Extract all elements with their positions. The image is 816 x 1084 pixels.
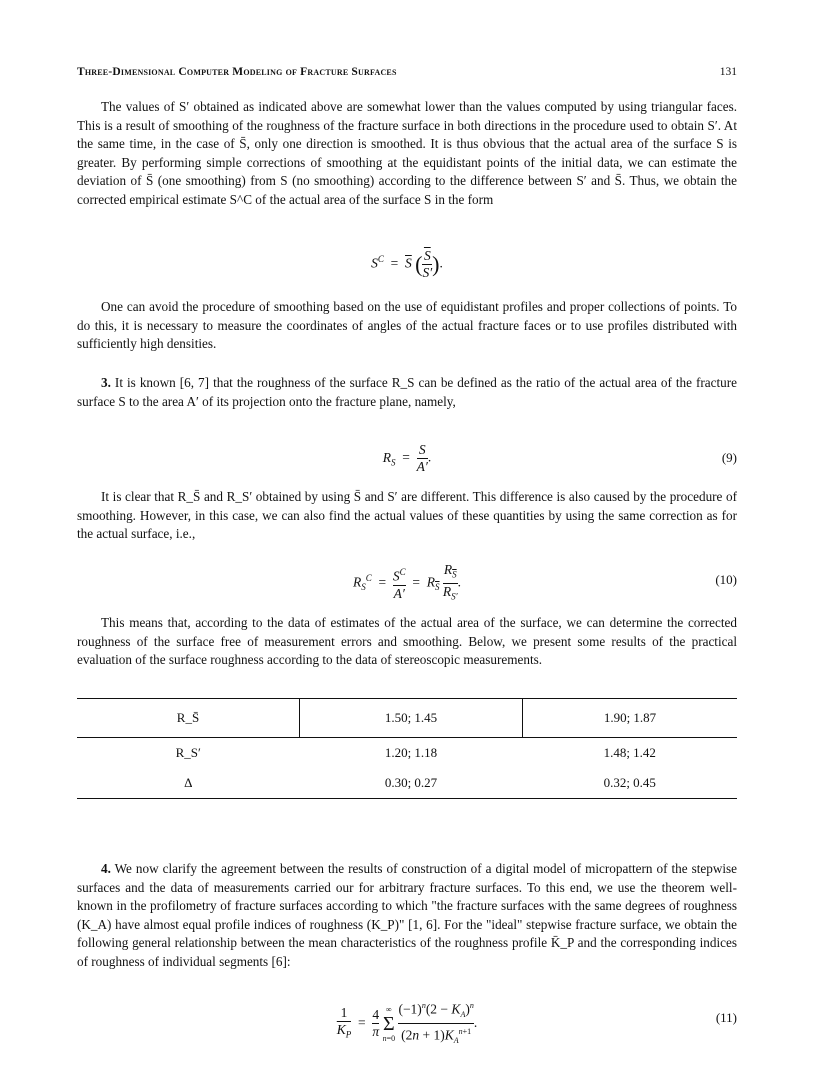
table-cell: 1.20; 1.18 [384, 745, 438, 760]
table-cell: 0.30; 0.27 [300, 768, 523, 799]
roughness-table [77, 698, 737, 799]
paragraph-2: One can avoid the procedure of smoothing based on the use of equidistant profiles and proper collections of points. To do this, it is necessary to measure the coordinates of angles of the actual fracture faces or to use profiles distributed with sufficiently high densities. [77, 299, 737, 352]
paragraph-3 [77, 374, 737, 411]
paragraph-4: It is clear that R_S̄ and R_S′ obtained by using S̄ and S′ are different. This difference is also caused by the procedure of smoothing. However, in this case, we can also find the actual values of these quantities by using the same correction as for the actual surface, i.e., [77, 489, 737, 542]
paragraph-5: This means that, according to the data of estimates of the actual area of the surface, we can determine the corrected roughness of the surface free of measurement errors and smoothing. Below, we present some results of the practical evaluation of the surface roughness according to the data of stereoscopic measurements. [77, 615, 737, 668]
table-row [77, 738, 737, 769]
section-number-3: 3. [101, 375, 111, 390]
page-number: 131 [719, 66, 737, 78]
running-header [77, 66, 737, 78]
paragraph-1: The values of S′ obtained as indicated above are somewhat lower than the values computed by using triangular faces. This is a result of smoothing of the roughness of the fracture surface in both directions in the procedure used to obtain S′. At the same time, in the case of S̄, only one direction is smoothed. It is thus obvious that the actual area of the surface S is greater. By performing simple corrections of smoothing at the equidistant points of the initial data, we can estimate the deviation of S̄ (one smoothing) from S (no smoothing) according to the difference between S′ and S̄. Thus, we obtain the corrected empirical estimate S^C of the actual area of the surface S in the form [77, 99, 737, 207]
equation-sc: $S^C = \overline{S}$ ( $\frac{\overline{S}}{S'}$ ). [371, 248, 443, 280]
section-number-4: 4. [101, 861, 111, 876]
table-header-cell: R_S̄ [77, 699, 300, 738]
table-cell: Δ [77, 768, 300, 799]
table-header-cell: 1.90; 1.87 [523, 699, 738, 738]
table-cell: 0.32; 0.45 [523, 768, 738, 799]
table-cell: 1.48; 1.42 [603, 745, 656, 760]
table-header-cell: 1.50; 1.45 [300, 699, 523, 738]
equation-10-number: (10) [715, 572, 737, 587]
equation-10: $R_S^C$ = $\frac{S^C}{A'}$ = $R_{\overline{S}}$ $\frac{R_{\overline{S}}}{R_{S'}}$ . (10) [77, 558, 737, 602]
equation-9-number: (9) [721, 450, 737, 465]
paragraph-3-text: It is known [6, 7] that the roughness of the surface R_S can be defined as the ratio of the actual area of the fracture surface S to the area A′ of its projection onto the fracture plane, namely, [77, 375, 737, 409]
table-row [77, 768, 737, 799]
table-header-row [77, 699, 737, 738]
table-cell: R_S′ [175, 745, 201, 760]
paragraph-6 [77, 860, 737, 972]
equation-11: $\frac{1}{\overline{K}_P}$ = $\frac{4}{\pi}$ ∞ Σ n=0 $\frac{(-1)^n(2 - K_A)^n}{(2n + 1)K_A^{n+1}}$ . (11) [77, 994, 737, 1044]
running-title: Three-Dimensional Computer Modeling of Fracture Surfaces [77, 66, 397, 78]
equation-11-number: (11) [715, 1010, 737, 1025]
equation-9: $R_S$ = $\frac{S}{A'}$ . (9) [382, 442, 737, 474]
paragraph-6-text: We now clarify the agreement between the results of construction of a digital model of micropattern of the stepwise surfaces and the data of measurements carried our for arbitrary fracture surfaces. To this end, we use the theorem well-known in the profilometry of fracture surfaces according to which "the fracture surfaces with the same degrees of roughness (K_A) have almost equal profile indices of roughness (K_P)" [1, 6]. For the "ideal" stepwise fracture surface, we obtain the following general relationship between the mean characteristics of the roughness profile K̄_P and the corresponding indices of roughness of individual segments [6]: [77, 861, 737, 969]
